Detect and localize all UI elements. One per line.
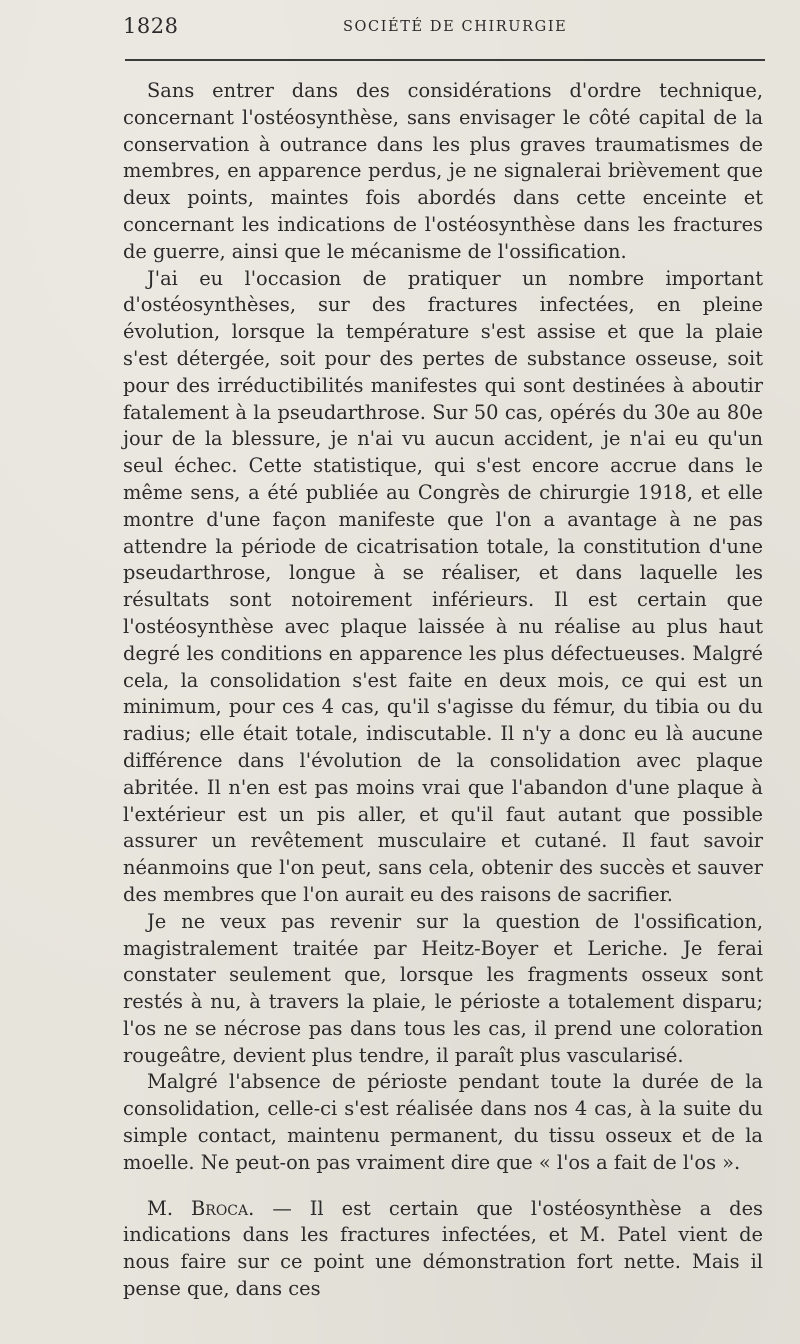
paragraph-osteosynthesis-cases: J'ai eu l'occasion de pratiquer un nombre important d'ostéosynthèses, sur des fractures infectées, en pleine évolution, lorsque la température s'est assise et que la plaie s'est détergée, soit pour des pertes de substance osseuse, soit pour des irréductibilités manifestes qui sont destinées à aboutir fatalement à la pseudarthrose. Sur 50 cas, opérés du 30e au 80e jour de la blessure, je n'ai vu aucun accident, je n'ai eu qu'un seul échec. Cette statistique, qui s'est encore accrue dans le même sens, a été publiée au Congrès de chirurgie 1918, et elle montre d'une façon manifeste que l'on a avantage à ne pas attendre la période de cicatrisation totale, la constitution d'une pseudarthrose, longue à se réaliser, et dans laquelle les résultats sont notoirement inférieurs. Il est certain que l'ostéosynthèse avec plaque laissée à nu réalise au plus haut degré les conditions en apparence les plus défectueuses. Malgré cela, la consolidation s'est faite en deux mois, ce qui est un minimum, pour ces 4 cas, qu'il s'agisse du fémur, du tibia ou du radius; elle était totale, indiscutable. Il n'y a donc eu là aucune différence dans l'évolution de la consolidation avec plaque abritée. Il n'en est pas moins vrai que l'abandon d'une plaque à l'extérieur est un pis aller, et qu'il faut autant que possible assurer un revêtement musculaire et cutané. Il faut savoir néanmoins que l'on peut, sans cela, obtenir des succès et sauver des membres que l'on aurait eu des raisons de sacrifier. [123, 266, 763, 906]
header-rule [125, 59, 765, 61]
paragraph-consolidation: Malgré l'absence de périoste pendant toute la durée de la consolidation, celle-ci s'est réalisée dans nos 4 cas, à la suite du simple contact, maintenu permanent, du tissu osseux et de la moelle. Ne peut-on pas vraiment dire que « l'os a fait de l'os ». [123, 1070, 763, 1174]
page-header [123, 14, 763, 40]
speaker-name: M. Broca. [147, 1196, 255, 1220]
paragraph-intro: Sans entrer dans des considérations d'ordre technique, concernant l'ostéosynthèse, sans envisager le côté capital de la conservation à outrance dans les plus graves traumatismes de membres, en apparence perdus, je ne signalerai brièvement que deux points, maintes fois abordés dans cette enceinte et concernant les indications de l'ostéosynthèse dans les fractures de guerre, ainsi que le mécanisme de l'ossification. [123, 79, 763, 263]
body-text [123, 78, 763, 1303]
broca-text: — Il est certain que l'ostéosynthèse a des indications dans les fractures infectées, et M. Patel vient de nous faire sur ce point une démonstration fort nette. Mais il pense que, dans ces [123, 1196, 763, 1301]
running-title: SOCIÉTÉ DE CHIRURGIE [343, 19, 568, 35]
paragraph-ossification: Je ne veux pas revenir sur la question de l'ossification, magistralement traitée par Heitz-Boyer et Leriche. Je ferai constater seulement que, lorsque les fragments osseux sont restés à nu, à travers la plaie, le périoste a totalement disparu; l'os ne se nécrose pas dans tous les cas, il prend une coloration rougeâtre, devient plus tendre, il paraît plus vascularisé. [123, 909, 763, 1067]
page-number: 1828 [123, 14, 179, 38]
paragraph-broca [123, 1196, 763, 1303]
